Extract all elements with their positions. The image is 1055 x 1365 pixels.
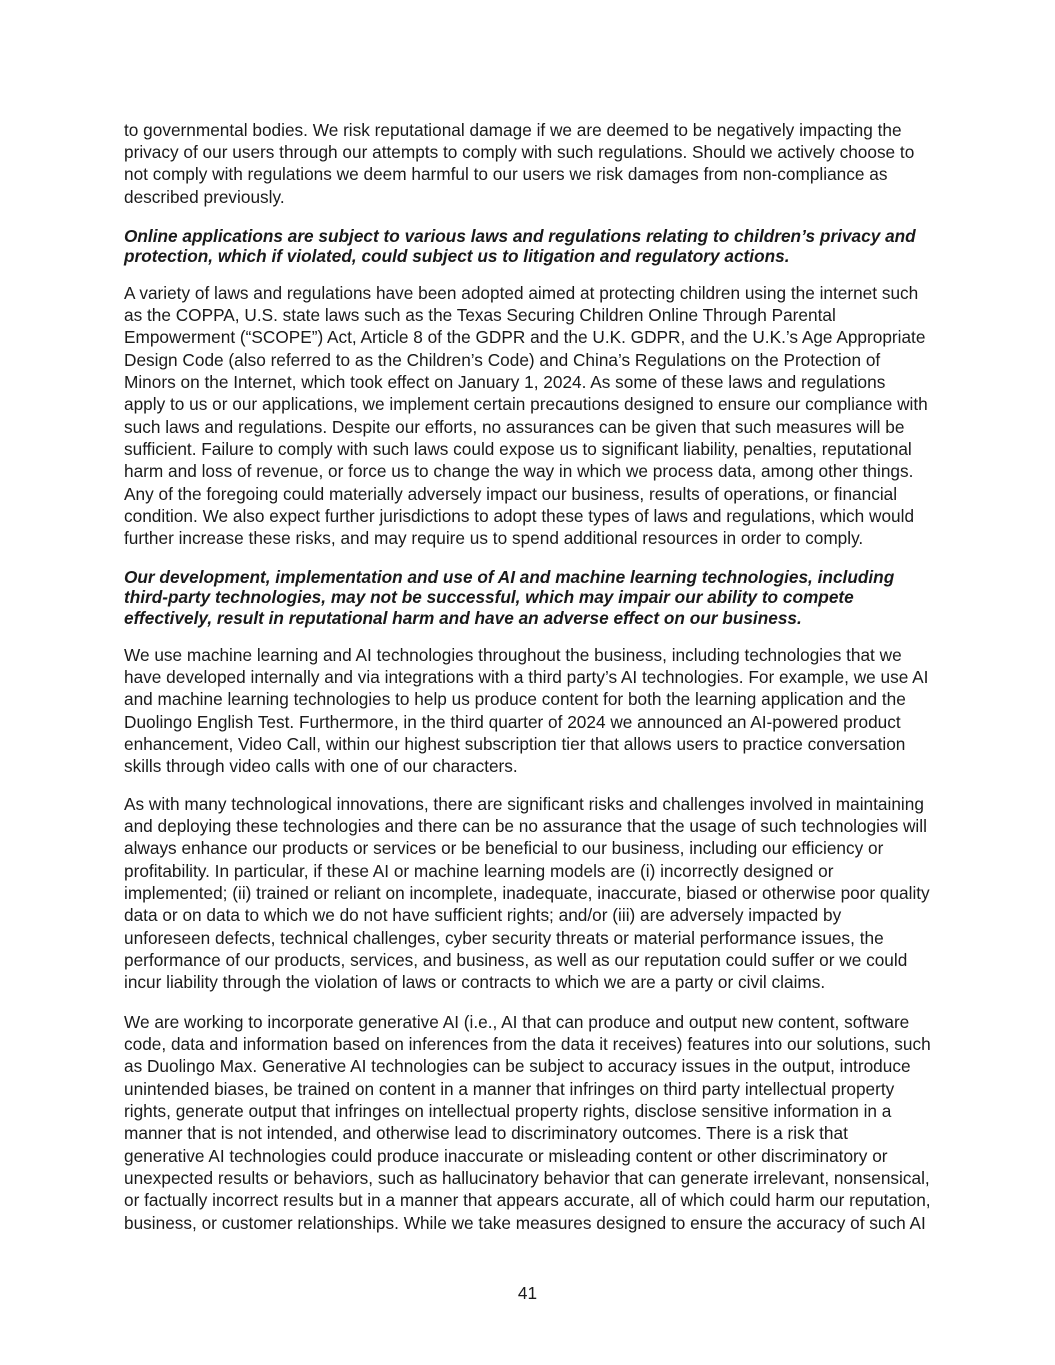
paragraph-line: business, or customer relationships. While we take measures designed to ensure the accuracy of such AI [124,1212,926,1233]
paragraph-line: code, data and information based on inferences from the data it receives) features into our solutions, such [124,1033,931,1054]
heading-line: protection, which if violated, could subject us to litigation and regulatory actions. [124,246,790,267]
paragraph-line: and machine learning technologies to help us produce content for both the learning application and the [124,689,906,710]
paragraph-line: performance of our products, services, and business, as well as our reputation could suffer or we could [124,949,908,970]
paragraph-line: incur liability through the violation of laws or contracts to which we are a party or civil claims. [124,972,826,993]
paragraph-line: and deploying these technologies and there can be no assurance that the usage of such technologies will [124,815,927,836]
paragraph-line: data or on data to which we do not have sufficient rights; and/or (iii) are adversely impacted by [124,905,842,926]
paragraph-line: to governmental bodies. We risk reputational damage if we are deemed to be negatively impacting the [124,119,902,140]
paragraph-line: as the COPPA, U.S. state laws such as the Texas Securing Children Online Through Parental [124,304,836,325]
paragraph-line: described previously. [124,186,285,207]
heading-line: Our development, implementation and use of AI and machine learning technologies, including [124,566,895,587]
heading-line: effectively, result in reputational harm and have an adverse effect on our business. [124,607,802,628]
paragraph-line: not comply with regulations we deem harmful to our users we risk damages from non-compliance as [124,164,888,185]
paragraph-line: implemented; (ii) trained or reliant on incomplete, inadequate, inaccurate, biased or otherwise poor quality [124,882,930,903]
paragraph-line: unforeseen defects, technical challenges, cyber security threats or material performance issues, the [124,927,884,948]
paragraph-line: Duolingo English Test. Furthermore, in the third quarter of 2024 we announced an AI-powered product [124,711,901,732]
body-paragraph [124,793,930,994]
paragraph-line: We use machine learning and AI technologies throughout the business, including technologies that we [124,644,902,665]
heading-line: Online applications are subject to various laws and regulations relating to children’s privacy and [124,225,916,246]
paragraph-line: sufficient. Failure to comply with such laws could expose us to significant liability, penalties, reputational [124,438,912,459]
paragraph-line: We are working to incorporate generative AI (i.e., AI that can produce and output new content, software [124,1011,910,1032]
paragraph-line: privacy of our users through our attempts to comply with such regulations. Should we actively choose to [124,141,915,162]
paragraph-line: apply to us or our applications, we implement certain precautions designed to ensure our compliance with [124,394,928,415]
paragraph-line: As with many technological innovations, there are significant risks and challenges involved in maintaining [124,793,924,814]
body-paragraph [124,1011,931,1234]
section-heading [124,226,916,267]
heading-line: third-party technologies, may not be successful, which may impair our ability to compete [124,587,854,608]
paragraph-line: Any of the foregoing could materially adversely impact our business, results of operations, or financial [124,483,898,504]
paragraph-line: rights, generate output that infringes on intellectual property rights, disclose sensitive information in a [124,1100,892,1121]
body-paragraph [124,282,928,550]
paragraph-line: unexpected results or behaviors, such as hallucinatory behavior that can generate irrelevant, nonsensical, [124,1167,930,1188]
paragraph-line: Design Code (also referred to as the Children’s Code) and China’s Regulations on the Protection of [124,349,881,370]
section-heading [124,567,894,629]
paragraph-line: harm and loss of revenue, or force us to change the way in which we process data, among other things. [124,461,914,482]
paragraph-line: enhancement, Video Call, within our highest subscription tier that allows users to practice conversation [124,733,906,754]
paragraph-line: Empowerment (“SCOPE”) Act, Article 8 of the GDPR and the U.K. GDPR, and the U.K.’s Age Appropriate [124,327,926,348]
paragraph-line: manner that is not intended, and otherwise lead to discriminatory outcomes. There is a risk that [124,1123,848,1144]
paragraph-line: unintended biases, be trained on content in a manner that infringes on third party intellectual property [124,1078,895,1099]
paragraph-line: condition. We also expect further jurisdictions to adopt these types of laws and regulations, which would [124,505,915,526]
paragraph-line: A variety of laws and regulations have been adopted aimed at protecting children using the internet such [124,282,919,303]
paragraph-line: have developed internally and via integrations with a third party’s AI technologies. For example, we use AI [124,666,929,687]
paragraph-line: such laws and regulations. Despite our efforts, no assurances can be given that such measures will be [124,416,905,437]
body-paragraph [124,119,914,208]
paragraph-line: always enhance our products or services or be beneficial to our business, including our efficiency or [124,838,884,859]
paragraph-line: generative AI technologies could produce inaccurate or misleading content or other discriminatory or [124,1145,888,1166]
paragraph-line: Minors on the Internet, which took effect on January 1, 2024. As some of these laws and regulations [124,371,886,392]
body-paragraph [124,644,928,778]
paragraph-line: or factually incorrect results but in a manner that appears accurate, all of which could harm our reputation, [124,1190,931,1211]
paragraph-line: profitability. In particular, if these AI or machine learning models are (i) incorrectly designed or [124,860,834,881]
page-number: 41 [517,1282,538,1303]
paragraph-line: skills through video calls with one of our characters. [124,756,518,777]
paragraph-line: further increase these risks, and may require us to spend additional resources in order to comply. [124,528,864,549]
paragraph-line: as Duolingo Max. Generative AI technologies can be subject to accuracy issues in the output, introduce [124,1056,911,1077]
